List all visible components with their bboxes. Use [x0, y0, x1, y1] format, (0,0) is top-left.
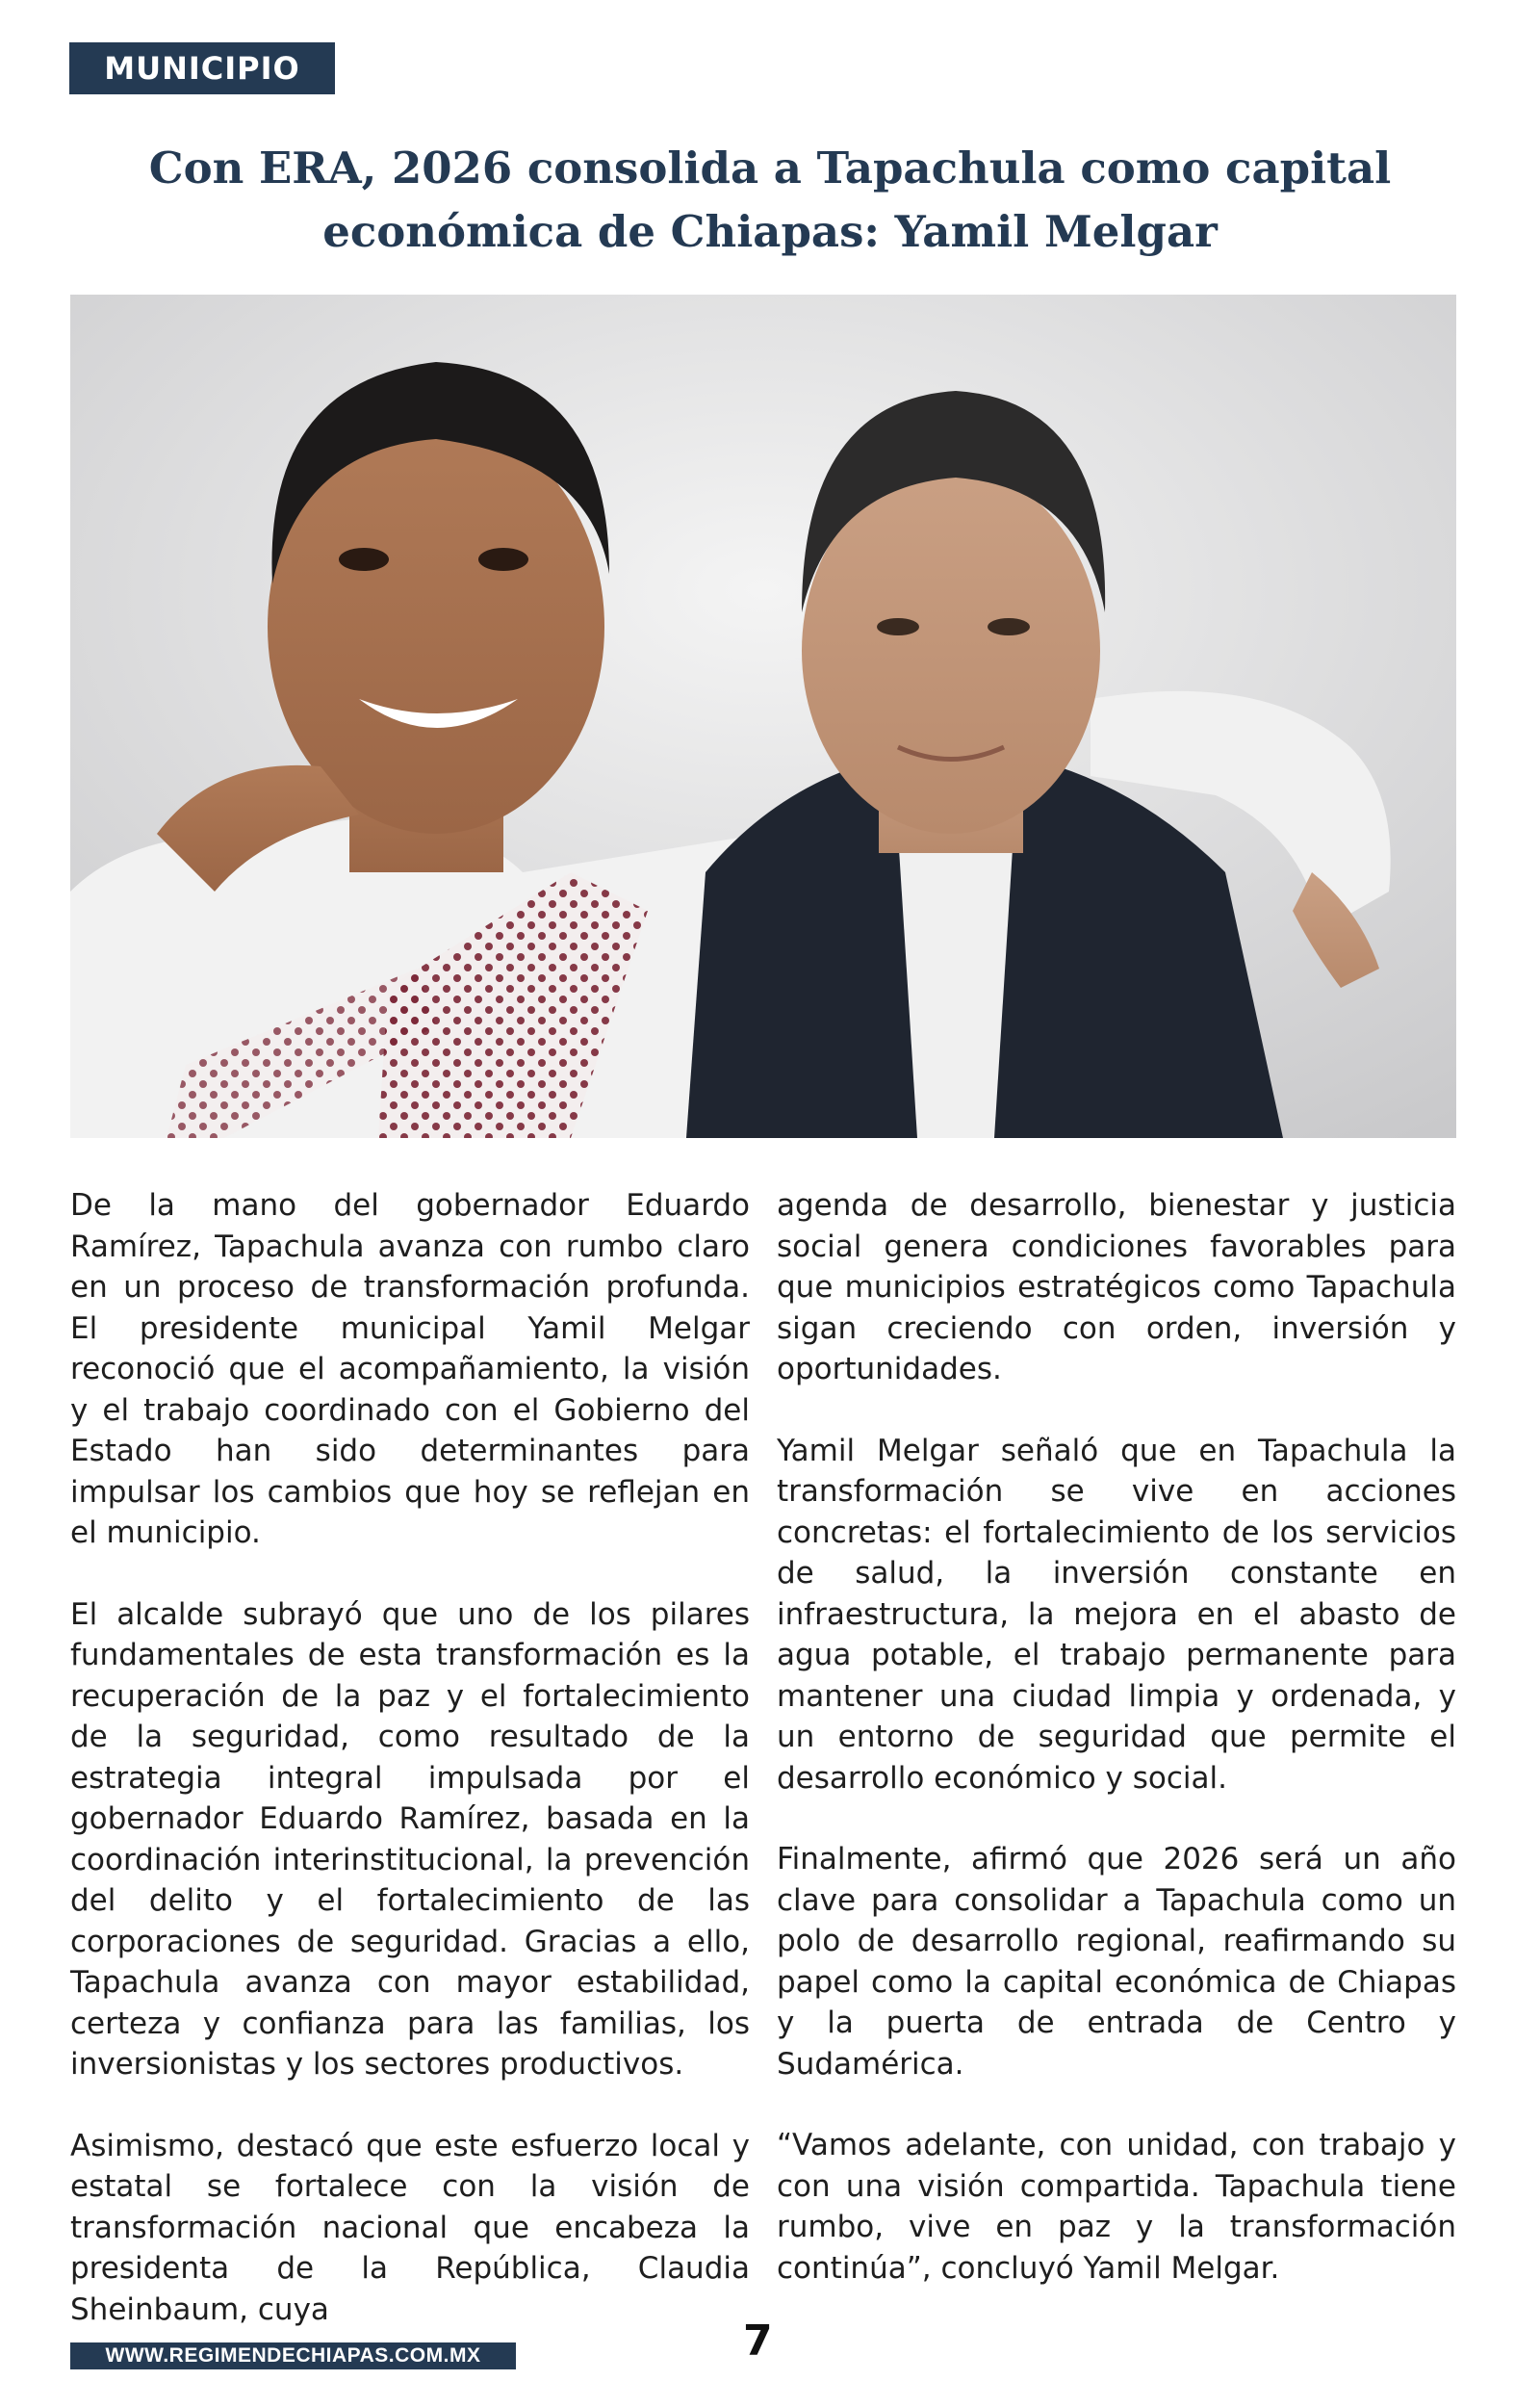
section-label: MUNICIPIO — [69, 42, 335, 94]
article-photo — [70, 295, 1456, 1138]
paragraph: Finalmente, afirmó que 2026 será un año clave para consolidar a Tapachula como un polo de desarrollo regional, reafirmando su papel como la capital económica de Chiapas y la puerta de entrada de Centro y Sudamérica. — [777, 1842, 1456, 2082]
paragraph: “Vamos adelante, con unidad, con trabajo y con una visión compartida. Tapachula tiene rumbo, vive en paz y la transformación continúa”, concluyó Yamil Melgar. — [777, 2128, 1456, 2286]
paragraph: De la mano del gobernador Eduardo Ramírez, Tapachula avanza con rumbo claro en un proceso de transformación profunda. El presidente municipal Yamil Melgar reconoció que el acompañamiento, la visión y el trabajo coordinado con el Gobierno del Estado han sido determinantes para impulsar los cambios que hoy se reflejan en el municipio. — [70, 1188, 750, 1550]
paragraph: El alcalde subrayó que uno de los pilares fundamentales de esta transformación es la recuperación de la paz y el fortalecimiento de la seguridad, como resultado de la estrategia integral impulsada por el gobernador Eduardo Ramírez, basada en la coordinación interinstitucional, la prevención del delito y el fortalecimiento de las corporaciones de seguridad. Gracias a ello, Tapachula avanza con mayor estabilidad, certeza y confianza para las familias, los inversionistas y los sectores productivos. — [70, 1596, 750, 2082]
paragraph: Yamil Melgar señaló que en Tapachula la transformación se vive en acciones concretas: el fortalecimiento de los servicios de salud, la inversión constante en infraestructura, la mejora en el abasto de agua potable, el trabajo permanente para mantener una ciudad limpia y ordenada, y un entorno de seguridad que permite el desarrollo económico y social. — [777, 1433, 1456, 1796]
article-column-left — [70, 1185, 750, 2370]
footer-website-link[interactable]: WWW.REGIMENDECHIAPAS.COM.MX — [70, 2342, 516, 2369]
article-column-right — [777, 1185, 1456, 2329]
headline: Con ERA, 2026 consolida a Tapachula como capital económica de Chiapas: Yamil Melgar — [148, 142, 1392, 257]
page-number: 7 — [743, 2316, 773, 2366]
paragraph: Asimismo, destacó que este esfuerzo local y estatal se fortalece con la visión de transformación nacional que encabeza la presidenta de la República, Claudia Sheinbaum, cuya — [70, 2128, 750, 2327]
paragraph: agenda de desarrollo, bienestar y justicia social genera condiciones favorables para que municipios estratégicos como Tapachula sigan creciendo con orden, inversión y oportunidades. — [777, 1188, 1456, 1386]
